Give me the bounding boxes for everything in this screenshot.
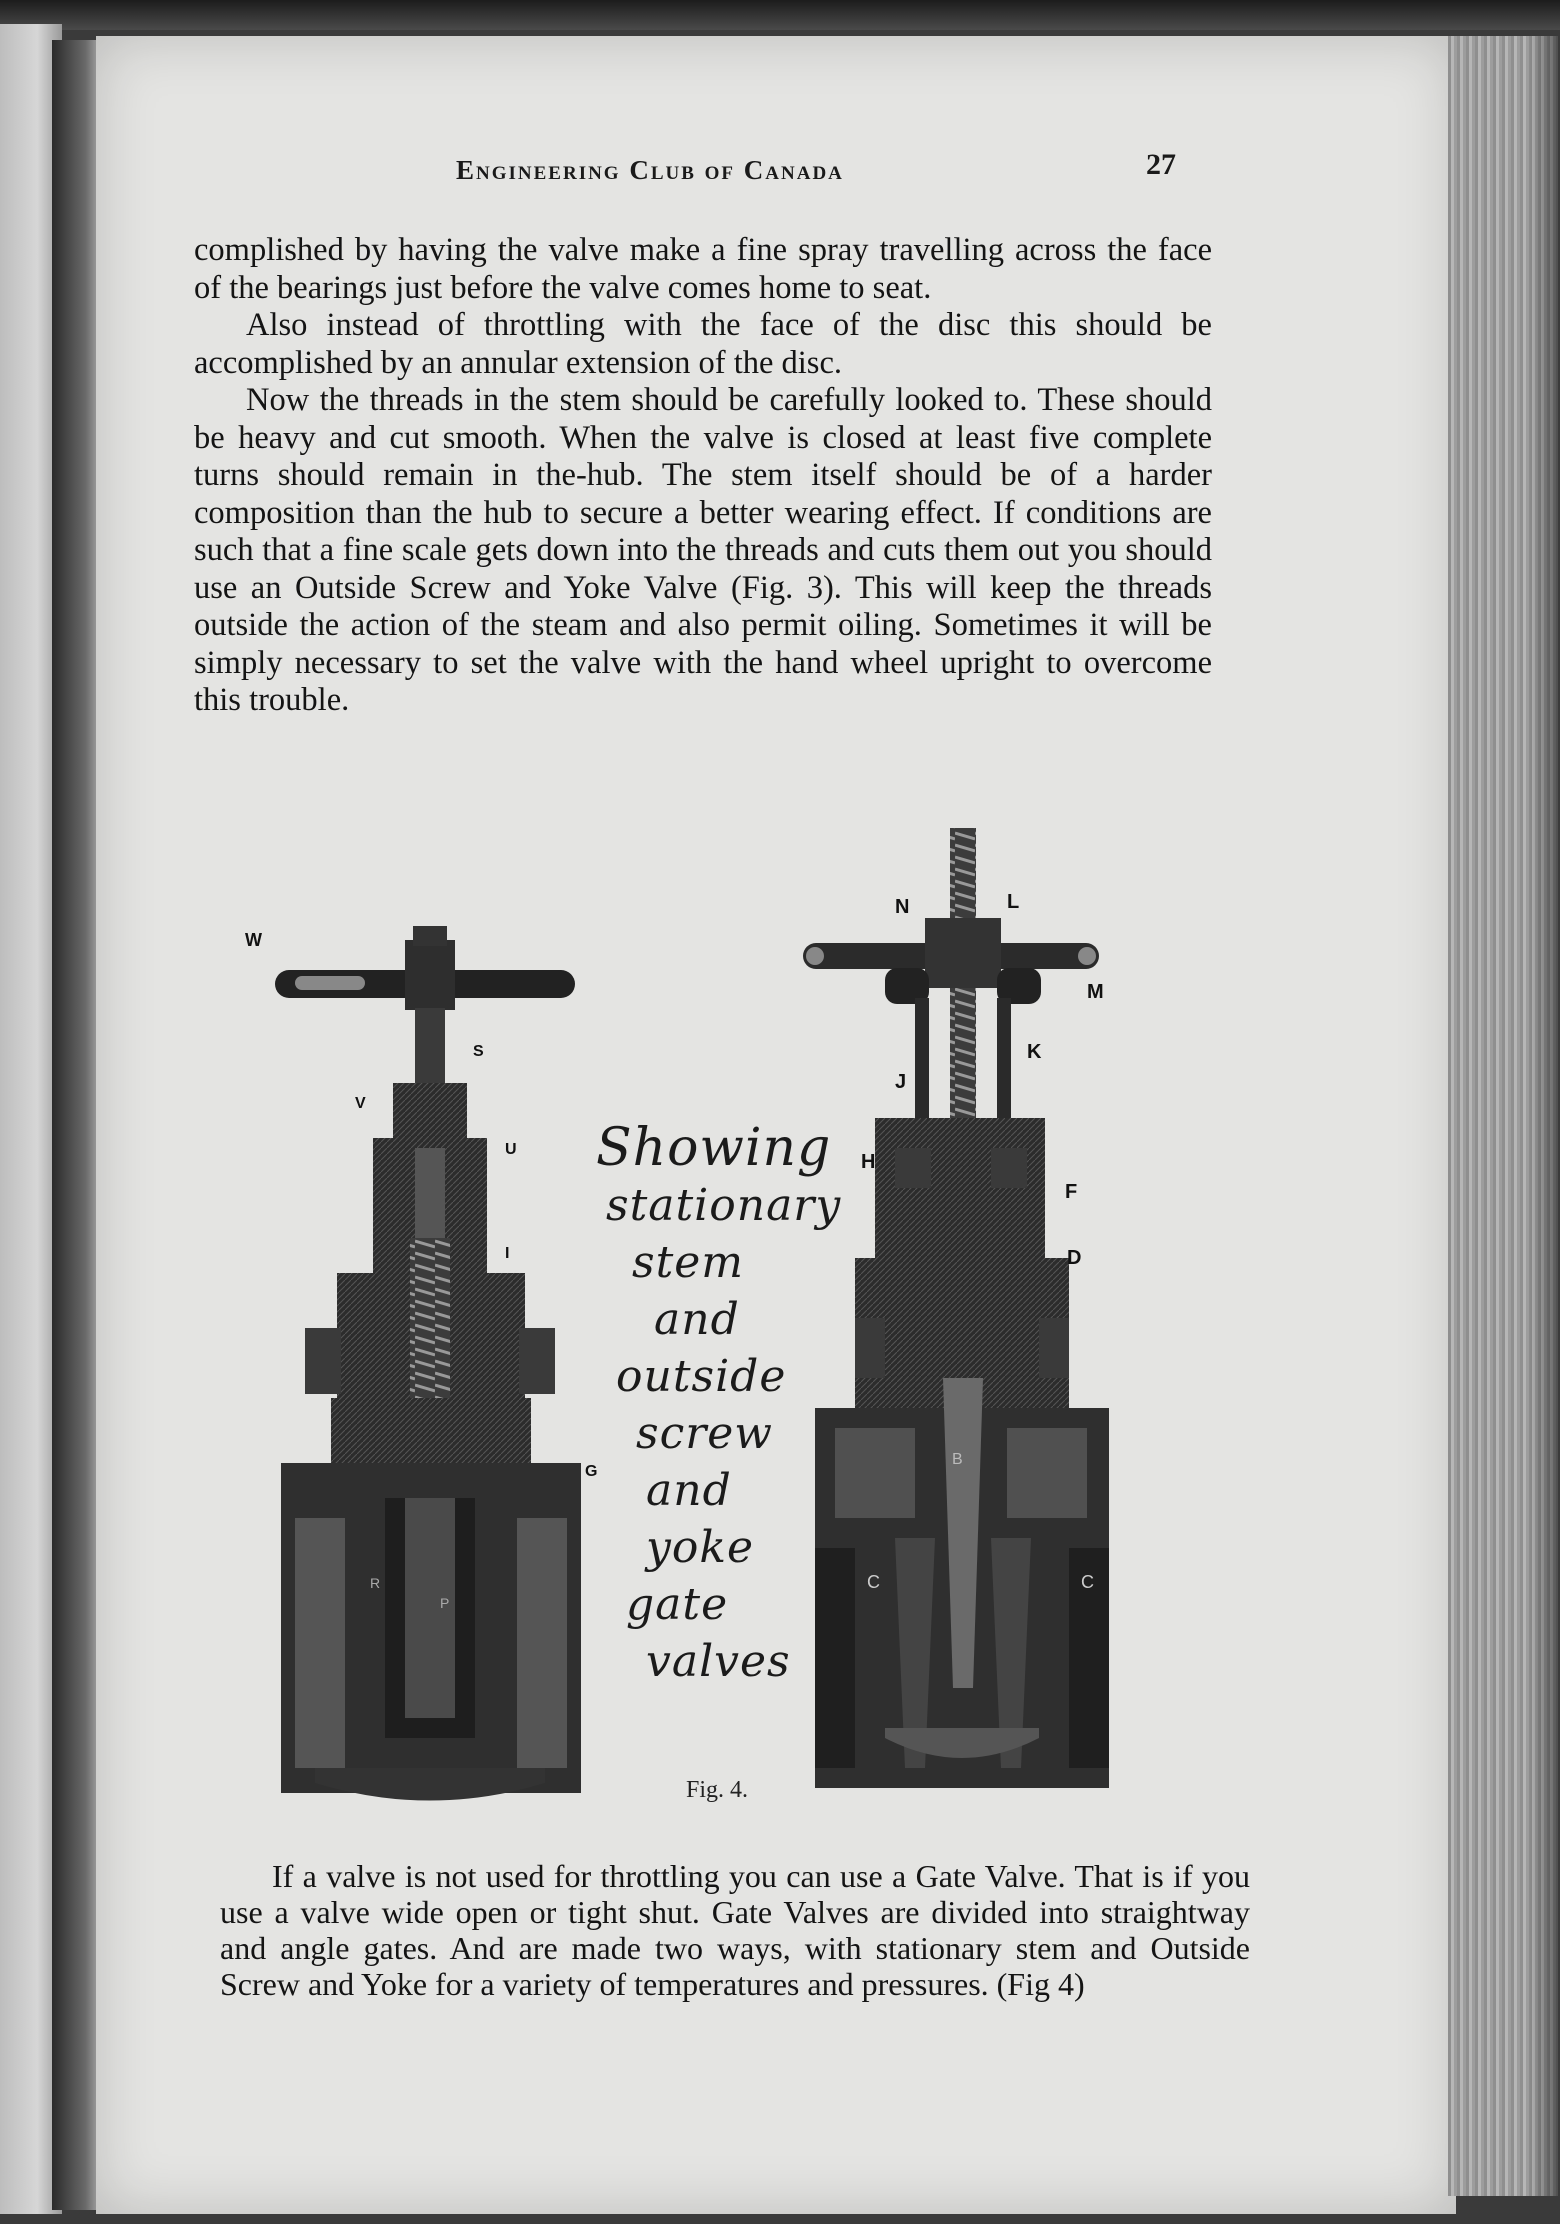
note-word: and: [646, 1465, 732, 1516]
running-title: Engineering Club of Canada: [456, 155, 844, 185]
note-word: gate: [626, 1579, 729, 1630]
label-i: I: [505, 1245, 510, 1262]
paragraph: Also instead of throttling with the face of the disc this should be accomplished by an annular extension of the disc.: [194, 307, 1212, 381]
note-word: valves: [646, 1636, 791, 1687]
body-text-bottom: [220, 1858, 1250, 2002]
label-f: F: [1065, 1181, 1078, 1203]
note-word: outside: [616, 1351, 787, 1402]
label-u: U: [505, 1141, 517, 1158]
label-g: G: [585, 1463, 598, 1480]
figure-caption: Fig. 4.: [686, 1777, 749, 1803]
label-m: M: [1087, 981, 1104, 1003]
paragraph: Now the threads in the stem should be carefully looked to. These should be heavy and cut smooth. When the valve is closed at least five complete turns should remain in the-hub. The stem itself should be of a harder composition than the hub to secure a better wearing effect. If conditions are such that a fine scale gets down into the threads and cuts them out you should use an Outside Screw and Yoke Valve (Fig. 3). This will keep the threads outside the action of the steam and also permit oiling. Sometimes it will be simply necessary to set the valve with the hand wheel upright to overcome this trouble.: [194, 382, 1212, 718]
label-r: R: [370, 1575, 381, 1591]
label-k: K: [1027, 1041, 1042, 1063]
page-stack-edge: [1448, 36, 1558, 2196]
label-b: B: [952, 1451, 963, 1468]
label-w: W: [245, 930, 262, 950]
note-word: Showing: [596, 1118, 832, 1178]
stationary-stem-valve-drawing: [245, 926, 597, 1801]
note-word: screw: [636, 1408, 773, 1459]
note-word: and: [654, 1294, 740, 1345]
label-j: J: [895, 1071, 907, 1093]
page-number: 27: [1146, 148, 1176, 181]
label-d: D: [1067, 1247, 1082, 1269]
note-word: yoke: [646, 1522, 755, 1573]
label-v: V: [355, 1095, 366, 1112]
handwritten-annotation: [596, 1120, 856, 1690]
label-h: H: [861, 1151, 876, 1173]
paragraph: complished by having the valve make a fine spray travelling across the face of the bearings just before the valve comes home to seat.: [194, 232, 1212, 306]
label-c-left: C: [867, 1572, 880, 1592]
label-c-right: C: [1081, 1572, 1094, 1592]
paragraph: If a valve is not used for throttling you can use a Gate Valve. That is if you use a valve wide open or tight shut. Gate Valves are divided into straightway and angle gates. And are made two ways, with stationary stem and Outside Screw and Yoke for a variety of temperatures and pressures. (Fig 4): [220, 1858, 1250, 2002]
label-n: N: [895, 896, 910, 918]
body-text-top: [194, 232, 1212, 720]
label-s: S: [473, 1043, 484, 1060]
scan-background-top: [0, 0, 1560, 30]
label-p: P: [440, 1595, 450, 1611]
note-word: stem: [632, 1237, 745, 1288]
label-l: L: [1007, 891, 1020, 913]
note-word: stationary: [606, 1180, 842, 1231]
